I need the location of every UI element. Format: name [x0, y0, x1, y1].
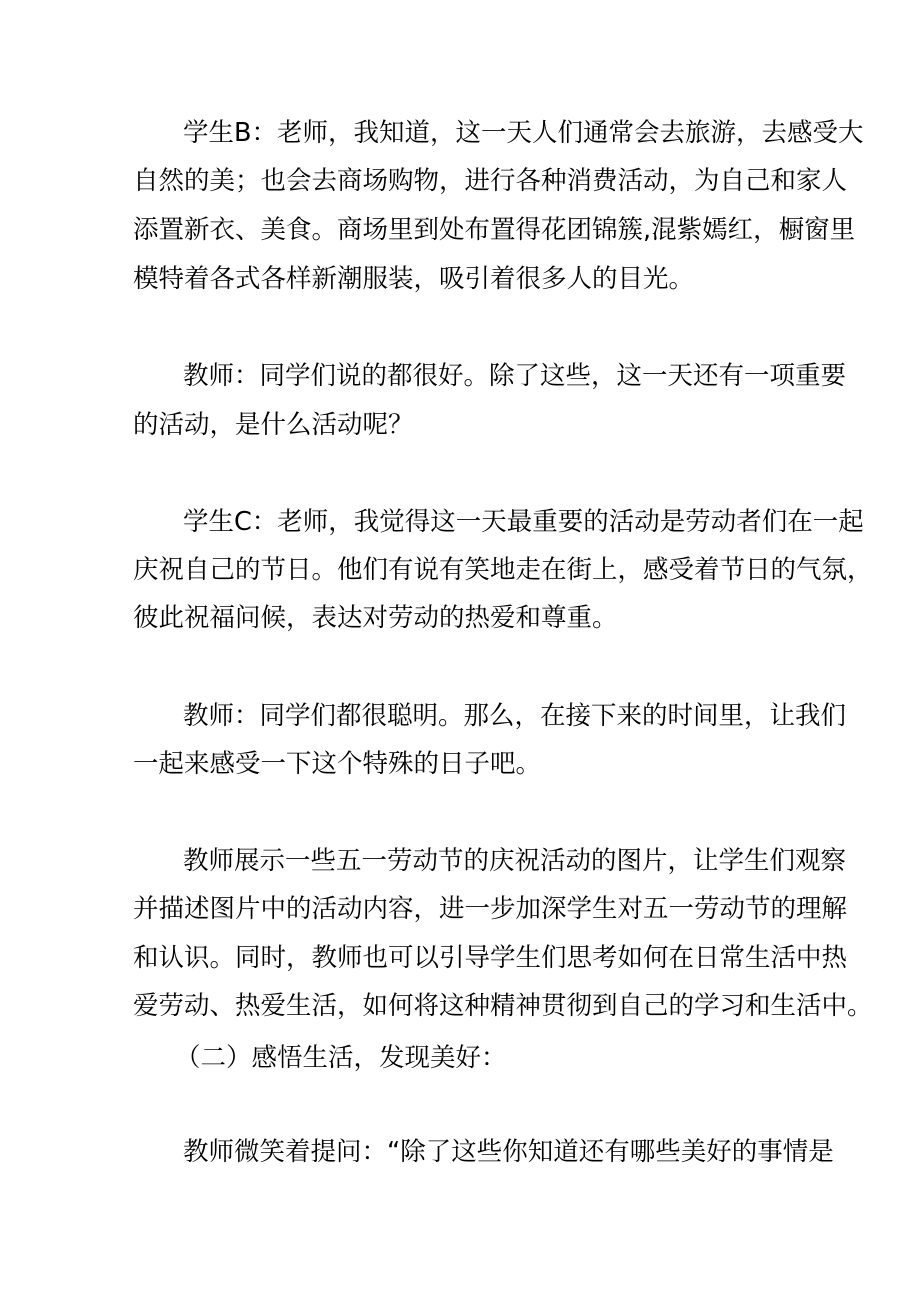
paragraph-3-line-1: 学生C：老师，我觉得这一天最重要的活动是劳动者们在一起	[183, 507, 864, 537]
paragraph-2-line-2: 的活动，是什么活动呢？	[133, 410, 414, 440]
paragraph-7-line-1: 教师微笑着提问：“除了这些你知道还有哪些美好的事情是	[183, 1137, 834, 1167]
paragraph-4-line-1: 教师：同学们都很聪明。那么，在接下来的时间里，让我们	[183, 701, 847, 731]
paragraph-1-line-2: 自然的美；也会去商场购物，进行各种消费活动，为自己和家人	[133, 166, 848, 196]
paragraph-5-line-2: 并描述图片中的活动内容，进一步加深学生对五一劳动节的理解	[133, 894, 848, 924]
paragraph-1-line-3: 添置新衣、美食。商场里到处布置得花团锦簇,混紫嫣红，橱窗里	[133, 215, 856, 245]
section-heading: （二）感悟生活，发现美好：	[175, 1043, 507, 1073]
paragraph-5-line-3: 和认识。同时，教师也可以引导学生们思考如何在日常生活中热	[133, 943, 848, 973]
paragraph-2-line-1: 教师：同学们说的都很好。除了这些，这一天还有一项重要	[183, 361, 847, 391]
paragraph-1-line-4: 模特着各式各样新潮服装，吸引着很多人的目光。	[133, 264, 695, 294]
paragraph-5-line-4: 爱劳动、热爱生活，如何将这种精神贯彻到自己的学习和生活中。	[133, 991, 873, 1021]
paragraph-3-line-2: 庆祝自己的节日。他们有说有笑地走在街上，感受着节日的气氛，	[133, 555, 873, 585]
paragraph-4-line-2: 一起来感受一下这个特殊的日子吧。	[133, 749, 542, 779]
paragraph-3-line-3: 彼此祝福问候，表达对劳动的热爱和尊重。	[133, 603, 618, 633]
paragraph-5-line-1: 教师展示一些五一劳动节的庆祝活动的图片，让学生们观察	[183, 846, 847, 876]
paragraph-1-line-1: 学生B：老师，我知道，这一天人们通常会去旅游，去感受大	[183, 118, 864, 148]
